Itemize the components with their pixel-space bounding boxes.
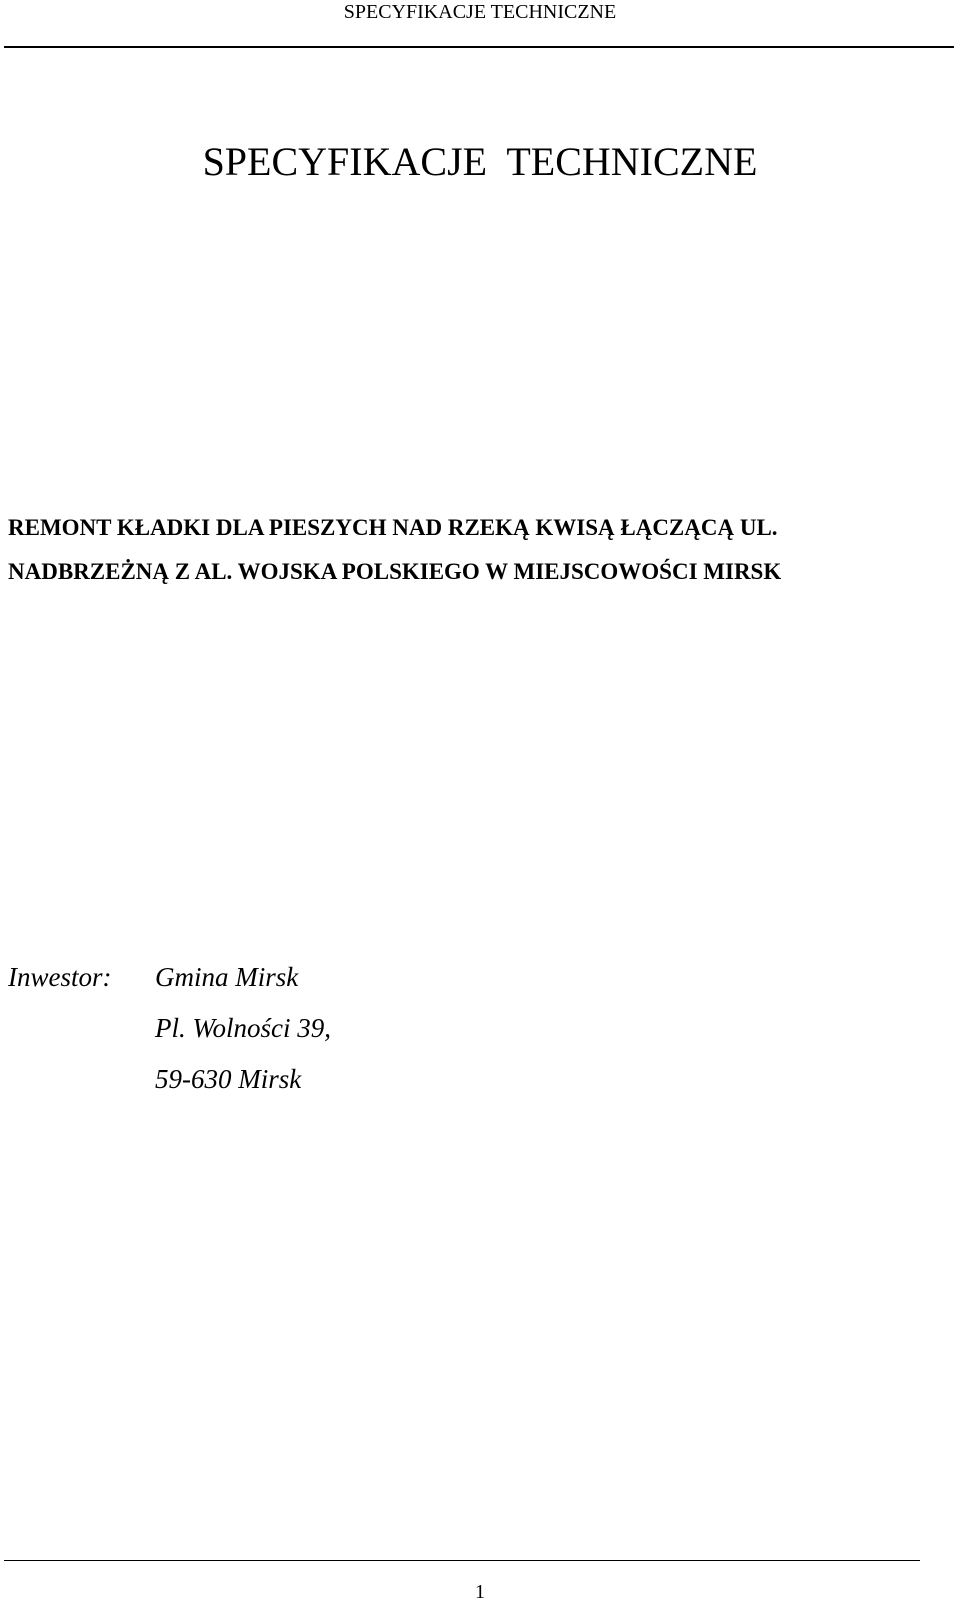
investor-address bbox=[155, 952, 331, 1105]
header-divider bbox=[4, 46, 954, 48]
investor-name: Gmina Mirsk bbox=[155, 962, 299, 992]
project-name-line: REMONT KŁADKI DLA PIESZYCH NAD RZEKĄ KWISĄ ŁĄCZĄCĄ UL. bbox=[8, 515, 778, 540]
footer-divider bbox=[4, 1560, 920, 1561]
page-number: 1 bbox=[475, 1581, 485, 1603]
running-header: SPECYFIKACJE TECHNICZNE bbox=[343, 1, 617, 23]
investor-label: Inwestor: bbox=[8, 962, 112, 992]
investor-street: Pl. Wolności 39, bbox=[155, 1013, 332, 1043]
project-name-line: NADBRZEŻNĄ Z AL. WOJSKA POLSKIEGO W MIEJSCOWOŚCI MIRSK bbox=[8, 559, 782, 584]
investor-city: 59-630 Mirsk bbox=[155, 1064, 302, 1094]
project-name bbox=[8, 506, 908, 594]
document-title: SPECYFIKACJE TECHNICZNE bbox=[202, 139, 758, 184]
